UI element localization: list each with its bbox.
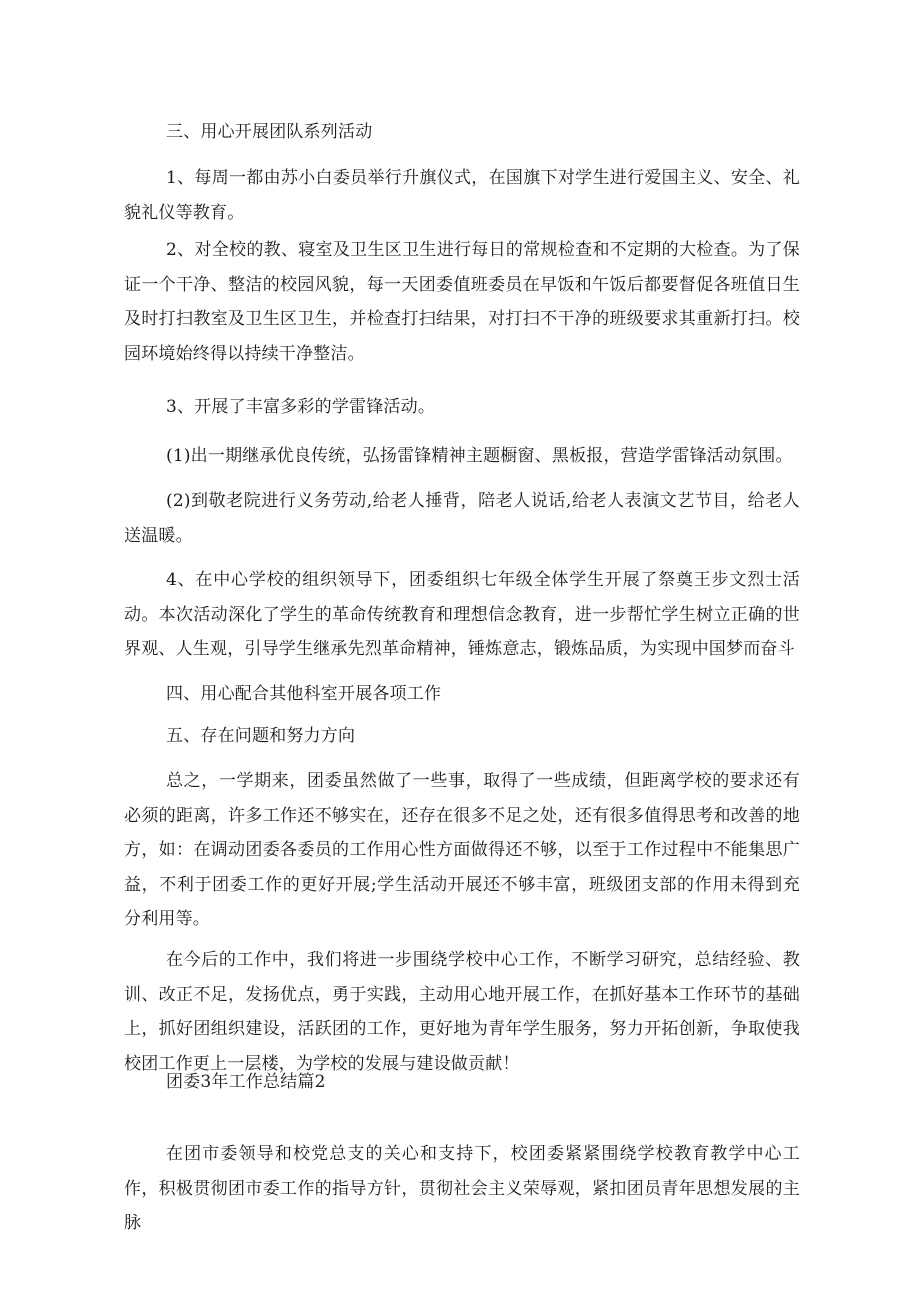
section-heading-five: 五、存在问题和努力方向 (166, 726, 356, 746)
paragraph-hygiene-check: 2、对全校的教、寝室及卫生区卫生进行每日的常规检查和不定期的大检查。为了保证一个干净、整洁的校园风貌，每一天团委值班委员在早饭和午饭后都要督促各班值日生及时打扫教室及卫生区卫生，并检查打扫结果，对打扫不干净的班级要求其重新打扫。校园环境始终得以持续干净整洁。 (124, 240, 800, 364)
paragraph-lei-feng: 3、开展了丰富多彩的学雷锋活动。 (166, 397, 436, 417)
paragraph-future-work: 在今后的工作中，我们将进一步围绕学校中心工作，不断学习研究，总结经验、教训、改正不足，发扬优点，勇于实践，主动用心地开展工作，在抓好基本工作环节的基础上，抓好团组织建设，活跃团的工作，更好地为青年学生服务，努力开拓创新，争取使我校团工作更上一层楼，为学校的发展与建设做贡献！ (124, 950, 800, 1074)
section-heading-four: 四、用心配合其他科室开展各项工作 (166, 684, 442, 704)
paragraph-item-1: (1)出一期继承优良传统，弘扬雷锋精神主题橱窗、黑板报，营造学雷锋活动氛围。 (166, 446, 793, 466)
paragraph-flag-ceremony: 1、每周一都由苏小白委员举行升旗仪式，在国旗下对学生进行爱国主义、安全、礼貌礼仪等教育。 (124, 168, 800, 223)
paragraph-intro-part-2: 在团市委领导和校党总支的关心和支持下，校团委紧紧围绕学校教育教学中心工作，积极贯彻团市委工作的指导方针，贯彻社会主义荣辱观，紧扣团员青年思想发展的主脉 (124, 1144, 800, 1233)
article-title-part-2: 团委3年工作总结篇2 (166, 1072, 326, 1092)
paragraph-memorial-activity: 4、在中心学校的组织领导下，团委组织七年级全体学生开展了祭奠王步文烈士活动。本次活动深化了学生的革命传统教育和理想信念教育，进一步帮忙学生树立正确的世界观、人生观，引导学生继承先烈革命精神，锤炼意志，锻炼品质，为实现中国梦而奋斗 (124, 570, 800, 659)
section-heading-three: 三、用心开展团队系列活动 (166, 122, 373, 142)
paragraph-summary: 总之，一学期来，团委虽然做了一些事，取得了一些成绩，但距离学校的要求还有必须的距离，许多工作还不够实在，还存在很多不足之处，还有很多值得思考和改善的地方，如：在调动团委各委员的工作用心性方面做得还不够，以至于工作过程中不能集思广益，不利于团委工作的更好开展;学生活动开展还不够丰富，班级团支部的作用未得到充分利用等。 (124, 771, 800, 929)
paragraph-item-2: (2)到敬老院进行义务劳动,给老人捶背，陪老人说话,给老人表演文艺节目，给老人送温暖。 (124, 491, 800, 546)
